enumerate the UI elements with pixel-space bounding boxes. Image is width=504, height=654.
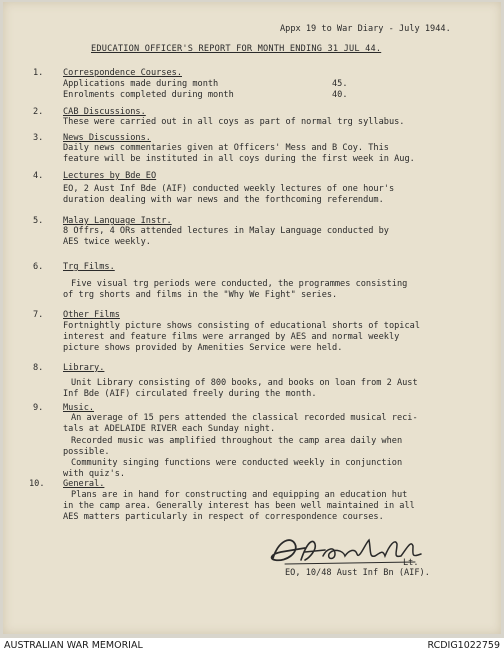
item-number: 4.: [33, 171, 44, 181]
item-line: These were carried out in all coys as part of normal trg syllabus.: [63, 117, 405, 127]
archive-name: AUSTRALIAN WAR MEMORIAL: [4, 640, 143, 651]
item-line: picture shows provided by Amenities Service were held.: [63, 343, 343, 353]
item-line: Unit Library consisting of 800 books, and books on loan from 2 Aust: [71, 378, 418, 388]
signatory-unit: EO, 10/48 Aust Inf Bn (AIF).: [285, 568, 430, 578]
item-line: AES twice weekly.: [63, 237, 151, 247]
item-line: duration dealing with war news and the forthcoming referendum.: [63, 195, 384, 205]
item-number: 9.: [33, 403, 44, 413]
item-number: 5.: [33, 216, 44, 226]
item-heading: Music.: [63, 403, 95, 413]
item-line: Plans are in hand for constructing and equipping an education hut: [71, 490, 408, 500]
item-value: 40.: [332, 90, 348, 100]
signatory-rank: Lt.: [403, 558, 419, 568]
item-line: Enrolments completed during month: [63, 90, 234, 100]
item-line: possible.: [63, 447, 110, 457]
item-line: of trg shorts and films in the "Why We Fight" series.: [63, 290, 338, 300]
item-number: 3.: [33, 133, 44, 143]
item-number: 6.: [33, 262, 44, 272]
item-line: Applications made during month: [63, 79, 219, 89]
item-heading: News Discussions.: [63, 133, 151, 143]
document-page: [3, 2, 501, 634]
item-heading: Malay Language Instr.: [63, 216, 172, 226]
item-line: in the camp area. Generally interest has been well maintained in all: [63, 501, 415, 511]
item-line: Fortnightly picture shows consisting of educational shorts of topical: [63, 321, 420, 331]
archive-reference: RCDIG1022759: [427, 640, 500, 651]
item-line: Recorded music was amplified throughout the camp area daily when: [71, 436, 403, 446]
item-number: 10.: [29, 479, 45, 489]
item-line: interest and feature films were arranged by AES and normal weekly: [63, 332, 400, 342]
item-value: 45.: [332, 79, 348, 89]
item-line: EO, 2 Aust Inf Bde (AIF) conducted weekly lectures of one hour's: [63, 184, 395, 194]
item-heading: Correspondence Courses.: [63, 68, 182, 78]
item-line: AES matters particularly in respect of correspondence courses.: [63, 512, 384, 522]
item-line: tals at ADELAIDE RIVER each Sunday night.: [63, 424, 276, 434]
item-heading: CAB Discussions.: [63, 107, 146, 117]
item-heading: Other Films: [63, 310, 120, 320]
item-heading: Trg Films.: [63, 262, 115, 272]
item-number: 2.: [33, 107, 44, 117]
item-number: 1.: [33, 68, 44, 78]
item-number: 8.: [33, 363, 44, 373]
archive-footer: [0, 638, 504, 654]
report-title: EDUCATION OFFICER'S REPORT FOR MONTH ENDING 31 JUL 44.: [91, 44, 382, 54]
appendix-reference: Appx 19 to War Diary - July 1944.: [280, 24, 451, 34]
item-line: feature will be instituted in all coys during the first week in Aug.: [63, 154, 415, 164]
item-line: Community singing functions were conducted weekly in conjunction: [71, 458, 403, 468]
item-line: An average of 15 pers attended the classical recorded musical reci-: [71, 413, 418, 423]
item-line: Daily news commentaries given at Officers' Mess and B Coy. This: [63, 143, 389, 153]
item-line: Inf Bde (AIF) circulated freely during the month.: [63, 389, 317, 399]
item-number: 7.: [33, 310, 44, 320]
item-heading: Library.: [63, 363, 105, 373]
item-heading: Lectures by Bde EO: [63, 171, 157, 181]
item-heading: General.: [63, 479, 105, 489]
item-line: with quiz's.: [63, 469, 126, 479]
item-line: Five visual trg periods were conducted, the programmes consisting: [71, 279, 408, 289]
item-line: 8 Offrs, 4 ORs attended lectures in Malay Language conducted by: [63, 226, 389, 236]
